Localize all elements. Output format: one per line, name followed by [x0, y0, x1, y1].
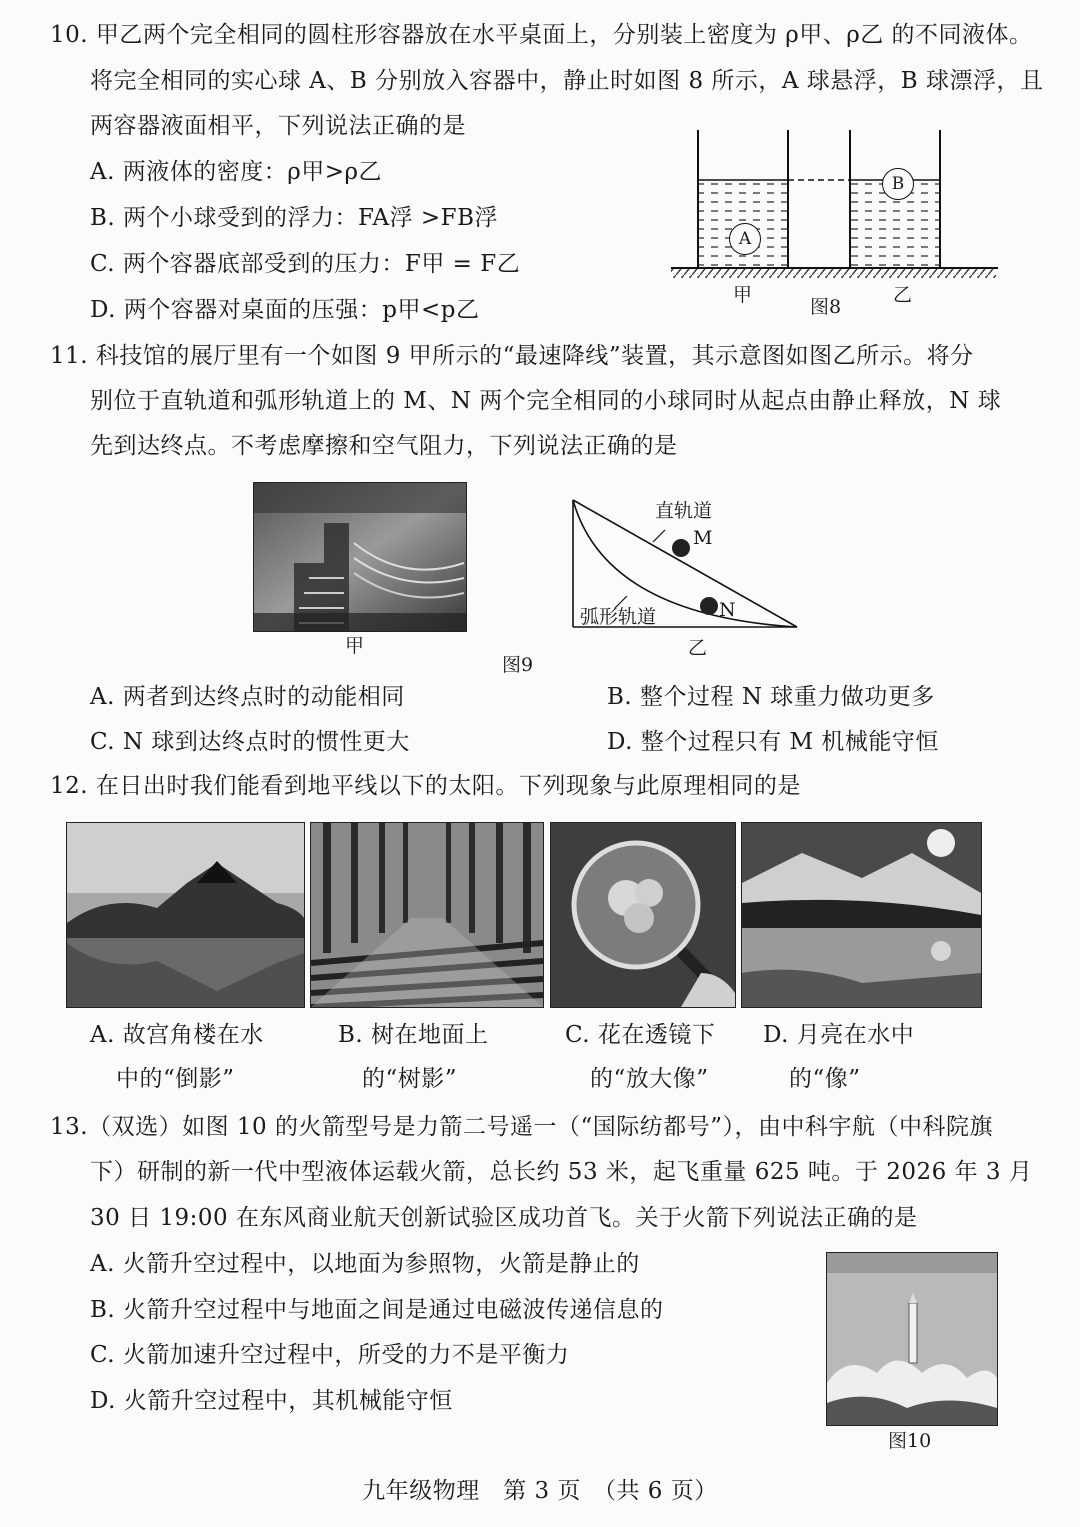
- q12-option-d-line2: 的“像”: [789, 1066, 861, 1092]
- q12-photo-d-moon-reflection: [741, 822, 982, 1008]
- q13-option-b: B. 火箭升空过程中与地面之间是通过电磁波传递信息的: [90, 1297, 664, 1323]
- q10-line2: 将完全相同的实心球 A、B 分别放入容器中，静止时如图 8 所示，A 球悬浮，B 球漂浮，且: [90, 68, 1044, 94]
- q11-option-d: D. 整个过程只有 M 机械能守恒: [607, 729, 939, 755]
- fig9-photo: [253, 482, 467, 632]
- q12-option-a-line2: 中的“倒影”: [116, 1066, 235, 1092]
- straight-track-label: 直轨道: [655, 500, 713, 522]
- q12-photo-a-corner-tower: [66, 822, 305, 1008]
- q10-line3: 两容器液面相平，下列说法正确的是: [90, 113, 466, 139]
- ball-a: [729, 223, 761, 255]
- q12-option-a-line1: A. 故宫角楼在水: [90, 1022, 264, 1048]
- q13-option-d: D. 火箭升空过程中，其机械能守恒: [90, 1388, 453, 1414]
- q10-option-c: C. 两个容器底部受到的压力：F甲 = F乙: [90, 251, 521, 277]
- fig8-label-right: 乙: [893, 284, 913, 306]
- ball-b-label: B: [891, 174, 905, 194]
- q10-option-a: A. 两液体的密度：ρ甲>ρ乙: [90, 159, 383, 185]
- fig8-label-left: 甲: [733, 284, 753, 306]
- fig10-rocket-photo: [826, 1252, 998, 1426]
- q12-line1: 12. 在日出时我们能看到地平线以下的太阳。下列现象与此原理相同的是: [50, 773, 801, 799]
- q12-photo-b-tree-shadows: [310, 822, 544, 1008]
- q11-line2: 别位于直轨道和弧形轨道上的 M、N 两个完全相同的小球同时从起点由静止释放，N 球: [90, 388, 1002, 414]
- q13-line2: 下）研制的新一代中型液体运载火箭，总长约 53 米，起飞重量 625 吨。于 2026 年 3 月: [90, 1159, 1033, 1185]
- q10-line1: 10. 甲乙两个完全相同的圆柱形容器放在水平桌面上，分别装上密度为 ρ甲、ρ乙 的不同液体。: [50, 22, 1033, 48]
- fig9-photo-label: 甲: [345, 635, 365, 657]
- q13-option-c: C. 火箭加速升空过程中，所受的力不是平衡力: [90, 1342, 570, 1368]
- q12-photo-c-magnifier: [550, 822, 736, 1008]
- q10-option-b: B. 两个小球受到的浮力：FA浮 >FB浮: [90, 205, 499, 231]
- q12-option-b-line2: 的“树影”: [362, 1066, 458, 1092]
- q10-option-d: D. 两个容器对桌面的压强：p甲<p乙: [90, 297, 480, 323]
- q13-option-a: A. 火箭升空过程中，以地面为参照物，火箭是静止的: [90, 1251, 640, 1277]
- q11-option-c: C. N 球到达终点时的惯性更大: [90, 729, 410, 755]
- q13-line1: 13.（双选）如图 10 的火箭型号是力箭二号遥一（“国际纺都号”），由中科宇航（中科院旗: [50, 1114, 993, 1140]
- fig10-caption: 图10: [888, 1430, 932, 1452]
- q11-option-b: B. 整个过程 N 球重力做功更多: [607, 684, 935, 710]
- q11-line1: 11. 科技馆的展厅里有一个如图 9 甲所示的“最速降线”装置，其示意图如图乙所示。将分: [50, 343, 974, 369]
- fig9-caption: 图9: [502, 654, 534, 676]
- q11-option-a: A. 两者到达终点时的动能相同: [90, 684, 405, 710]
- ball-n-label: N: [719, 599, 736, 621]
- fig9-diagram-label: 乙: [688, 637, 708, 659]
- ball-m-label: M: [693, 527, 713, 549]
- curved-track-label: 弧形轨道: [580, 606, 657, 628]
- ball-a-label: A: [738, 229, 752, 249]
- page-footer: 九年级物理 第 3 页 （共 6 页）: [362, 1478, 718, 1504]
- q12-option-d-line1: D. 月亮在水中: [763, 1022, 915, 1048]
- figure-8-containers: [668, 125, 1000, 325]
- q12-option-b-line1: B. 树在地面上: [338, 1022, 489, 1048]
- q12-option-c-line1: C. 花在透镜下: [565, 1022, 716, 1048]
- q12-option-c-line2: 的“放大像”: [590, 1066, 709, 1092]
- q13-line3: 30 日 19:00 在东风商业航天创新试验区成功首飞。关于火箭下列说法正确的是: [90, 1205, 918, 1231]
- fig8-caption: 图8: [810, 296, 842, 318]
- ball-b: [882, 168, 914, 200]
- q11-line3: 先到达终点。不考虑摩擦和空气阻力，下列说法正确的是: [90, 433, 678, 459]
